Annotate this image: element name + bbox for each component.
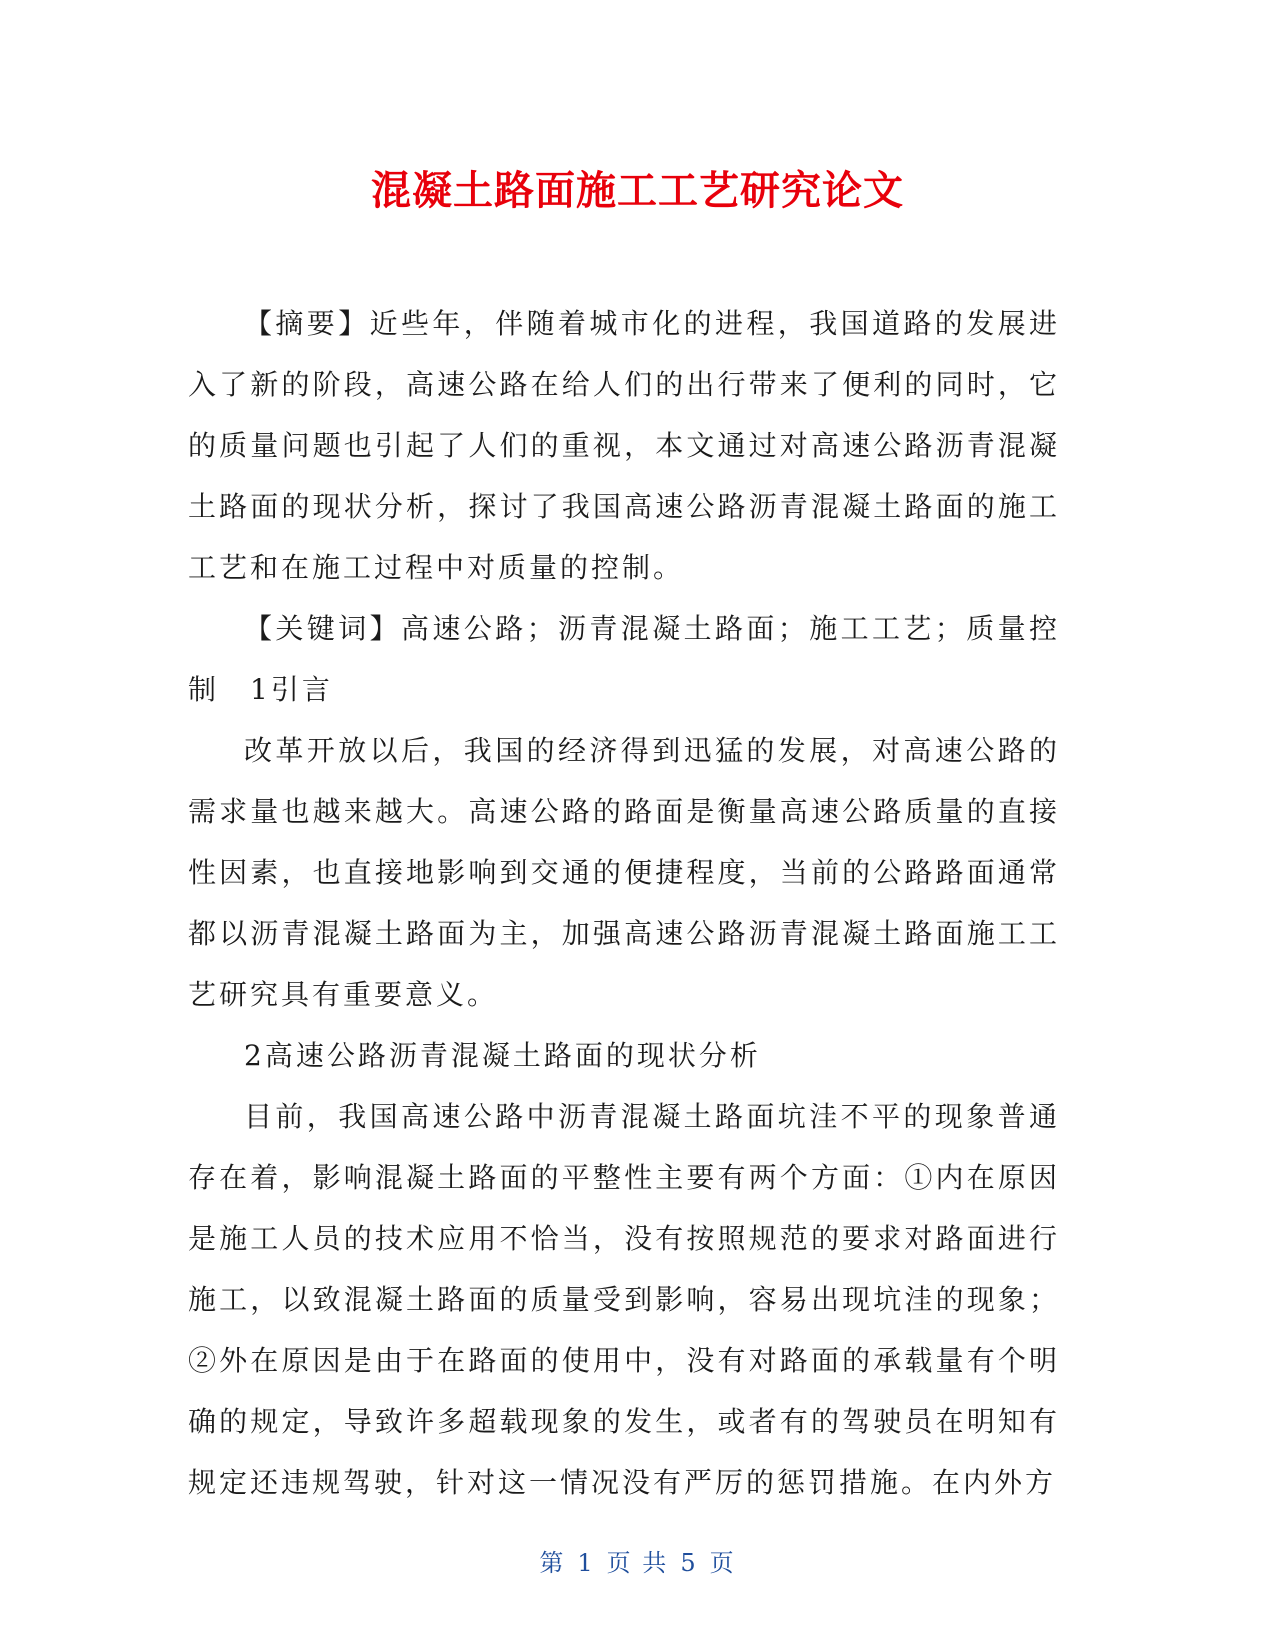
document-body: [188, 293, 1060, 1513]
keywords-paragraph: 【关键词】高速公路；沥青混凝土路面；施工工艺；质量控制 1引言: [188, 612, 1060, 706]
document-title: 混凝土路面施工工艺研究论文: [371, 168, 904, 214]
footer-total-pages: 5: [680, 1549, 698, 1577]
intro-paragraph: 改革开放以后，我国的经济得到迅猛的发展，对高速公路的需求量也越来越大。高速公路的路面是衡量高速公路质量的直接性因素，也直接地影响到交通的便捷程度，当前的公路路面通常都以沥青混凝土路面为主，加强高速公路沥青混凝土路面施工工艺研究具有重要意义。: [188, 734, 1060, 1011]
section-heading: 2高速公路沥青混凝土路面的现状分析: [244, 1039, 761, 1072]
footer-suffix: 页: [709, 1549, 736, 1577]
footer-middle: 页 共: [606, 1549, 669, 1577]
footer-current-page: 1: [577, 1549, 595, 1577]
status-paragraph: 目前，我国高速公路中沥青混凝土路面坑洼不平的现象普通存在着，影响混凝土路面的平整性主要有两个方面：①内在原因是施工人员的技术应用不恰当，没有按照规范的要求对路面进行施工，以致混凝土路面的质量受到影响，容易出现坑洼的现象；②外在原因是由于在路面的使用中，没有对路面的承载量有个明确的规定，导致许多超载现象的发生，或者有的驾驶员在明知有规定还违规驾驶，针对这一情况没有严厉的惩罚措施。在内外方: [188, 1100, 1060, 1499]
page-footer: [0, 1548, 1275, 1578]
footer-prefix: 第: [539, 1549, 566, 1577]
abstract-paragraph: 【摘要】近些年，伴随着城市化的进程，我国道路的发展进入了新的阶段，高速公路在给人们的出行带来了便利的同时，它的质量问题也引起了人们的重视，本文通过对高速公路沥青混凝土路面的现状分析，探讨了我国高速公路沥青混凝土路面的施工工艺和在施工过程中对质量的控制。: [188, 307, 1060, 584]
